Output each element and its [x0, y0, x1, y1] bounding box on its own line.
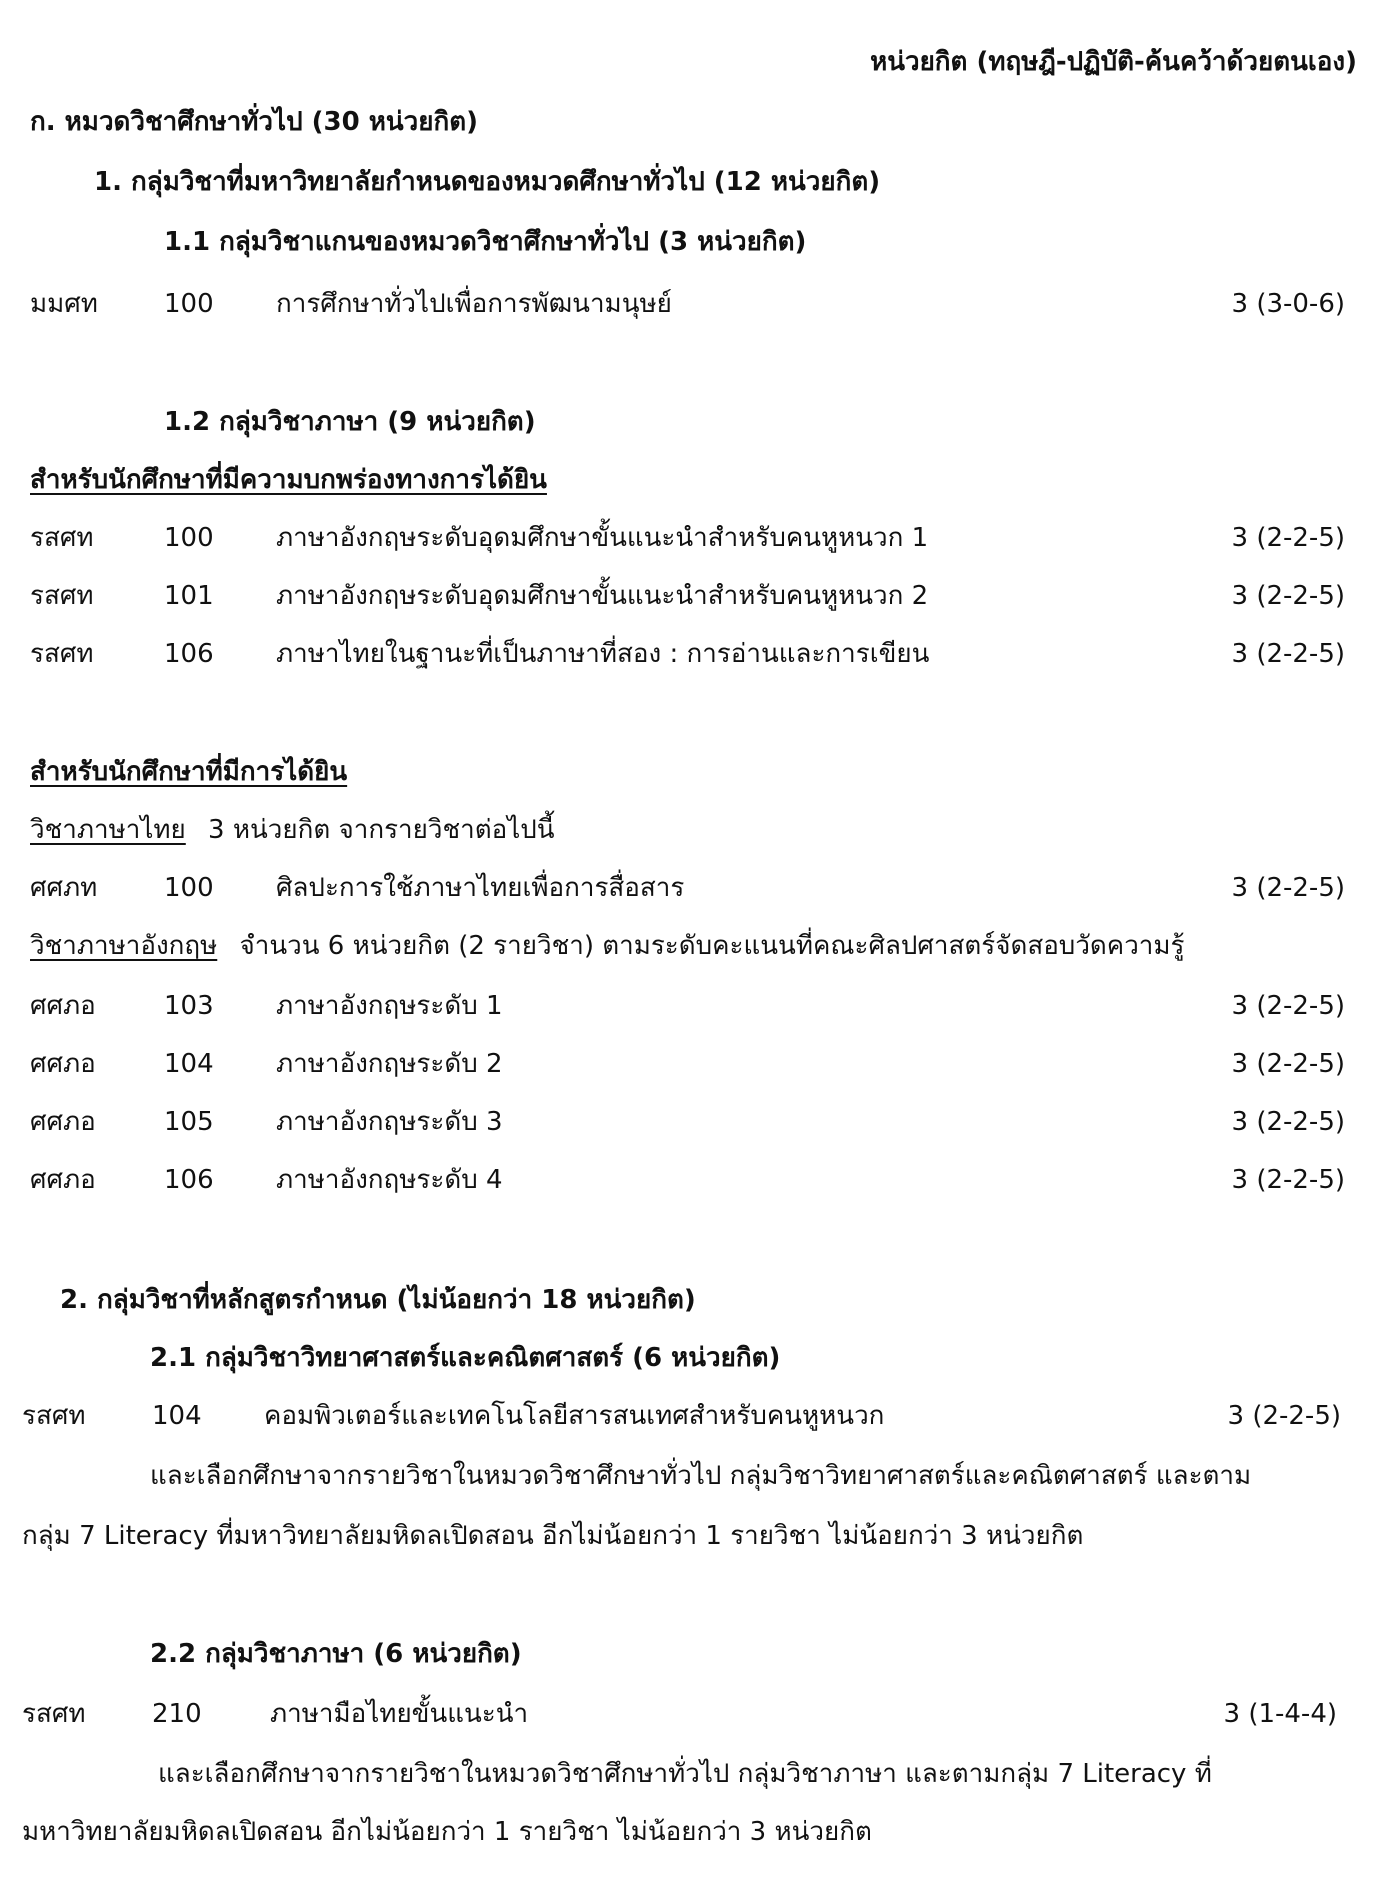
english-subject-line	[30, 928, 1185, 964]
deaf-students-heading: สำหรับนักศึกษาที่มีความบกพร่องทางการได้ยิน	[30, 465, 547, 495]
group-2-title: 2. กลุ่มวิชาที่หลักสูตรกำหนด (ไม่น้อยกว่า 18 หน่วยกิต)	[60, 1285, 696, 1315]
subgroup-2-1-title: 2.1 กลุ่มวิชาวิทยาศาสตร์และคณิตศาสตร์ (6 หน่วยกิต)	[150, 1343, 781, 1373]
course-number: 105	[164, 1107, 214, 1137]
course-code: รสศท	[30, 639, 94, 669]
course-number: 100	[164, 289, 214, 319]
course-name: ภาษาอังกฤษระดับ 3	[276, 1107, 503, 1137]
subgroup-1-1-title: 1.1 กลุ่มวิชาแกนของหมวดวิชาศึกษาทั่วไป (3 หน่วยกิต)	[164, 227, 807, 257]
course-code: ศศภท	[30, 873, 98, 903]
course-code: มมศท	[30, 289, 98, 319]
course-name: ภาษาไทยในฐานะที่เป็นภาษาที่สอง : การอ่านและการเขียน	[276, 639, 930, 669]
course-code: รสศท	[22, 1401, 86, 1431]
course-name: ศิลปะการใช้ภาษาไทยเพื่อการสื่อสาร	[276, 873, 685, 903]
course-credit: 3 (2-2-5)	[1227, 1401, 1341, 1431]
course-credit: 3 (3-0-6)	[1231, 289, 1345, 319]
thai-subject-line	[30, 812, 555, 848]
subgroup-2-1-note-line1: และเลือกศึกษาจากรายวิชาในหมวดวิชาศึกษาทั่วไป กลุ่มวิชาวิทยาศาสตร์และคณิตศาสตร์ และตาม	[150, 1461, 1252, 1491]
course-number: 100	[164, 873, 214, 903]
subgroup-2-1-note-line2: กลุ่ม 7 Literacy ที่มหาวิทยาลัยมหิดลเปิดสอน อีกไม่น้อยกว่า 1 รายวิชา ไม่น้อยกว่า 3 หน่วยกิต	[22, 1521, 1084, 1551]
course-row	[0, 286, 1383, 326]
course-number: 104	[164, 1049, 214, 1079]
course-name: ภาษาอังกฤษระดับ 1	[276, 991, 503, 1021]
course-name: การศึกษาทั่วไปเพื่อการพัฒนามนุษย์	[276, 289, 672, 319]
course-code: รสศท	[30, 523, 94, 553]
course-credit: 3 (2-2-5)	[1231, 1165, 1345, 1195]
course-row	[0, 988, 1383, 1028]
course-name: ภาษาอังกฤษระดับ 2	[276, 1049, 503, 1079]
course-credit: 3 (2-2-5)	[1231, 1107, 1345, 1137]
course-number: 104	[152, 1401, 202, 1431]
course-credit: 3 (1-4-4)	[1223, 1699, 1337, 1729]
course-row	[0, 636, 1383, 676]
course-row	[0, 1398, 1383, 1438]
course-name: ภาษาอังกฤษระดับอุดมศึกษาขั้นแนะนำสำหรับคนหูหนวก 1	[276, 523, 929, 553]
group-1-title: 1. กลุ่มวิชาที่มหาวิทยาลัยกำหนดของหมวดศึกษาทั่วไป (12 หน่วยกิต)	[94, 167, 881, 197]
course-credit: 3 (2-2-5)	[1231, 581, 1345, 611]
course-row	[0, 520, 1383, 560]
subgroup-1-2-title: 1.2 กลุ่มวิชาภาษา (9 หน่วยกิต)	[164, 407, 536, 437]
course-row	[0, 1162, 1383, 1202]
hearing-students-heading: สำหรับนักศึกษาที่มีการได้ยิน	[30, 757, 348, 787]
course-code: รสศท	[30, 581, 94, 611]
subgroup-2-2-note-line2: มหาวิทยาลัยมหิดลเปิดสอน อีกไม่น้อยกว่า 1 รายวิชา ไม่น้อยกว่า 3 หน่วยกิต	[22, 1817, 872, 1847]
course-credit: 3 (2-2-5)	[1231, 523, 1345, 553]
course-code: ศศภอ	[30, 1107, 96, 1137]
course-number: 103	[164, 991, 214, 1021]
course-name: ภาษาอังกฤษระดับ 4	[276, 1165, 503, 1195]
course-name: คอมพิวเตอร์และเทคโนโลยีสารสนเทศสำหรับคนหูหนวก	[264, 1401, 885, 1431]
course-row	[0, 1696, 1383, 1736]
thai-subject-label: วิชาภาษาไทย	[30, 815, 186, 845]
english-subject-desc: จำนวน 6 หน่วยกิต (2 รายวิชา) ตามระดับคะแนนที่คณะศิลปศาสตร์จัดสอบวัดความรู้	[239, 931, 1185, 961]
subgroup-2-2-title: 2.2 กลุ่มวิชาภาษา (6 หน่วยกิต)	[150, 1639, 522, 1669]
thai-subject-desc: 3 หน่วยกิต จากรายวิชาต่อไปนี้	[208, 815, 555, 845]
course-row	[0, 1104, 1383, 1144]
section-a-title: ก. หมวดวิชาศึกษาทั่วไป (30 หน่วยกิต)	[30, 107, 479, 137]
course-credit: 3 (2-2-5)	[1231, 873, 1345, 903]
course-number: 210	[152, 1699, 202, 1729]
course-code: ศศภอ	[30, 991, 96, 1021]
course-name: ภาษามือไทยขั้นแนะนำ	[270, 1699, 529, 1729]
english-subject-label: วิชาภาษาอังกฤษ	[30, 931, 218, 961]
course-number: 106	[164, 1165, 214, 1195]
course-code: ศศภอ	[30, 1049, 96, 1079]
subgroup-2-2-note-line1: และเลือกศึกษาจากรายวิชาในหมวดวิชาศึกษาทั่วไป กลุ่มวิชาภาษา และตามกลุ่ม 7 Literacy ที่	[158, 1759, 1212, 1789]
course-credit: 3 (2-2-5)	[1231, 991, 1345, 1021]
course-name: ภาษาอังกฤษระดับอุดมศึกษาขั้นแนะนำสำหรับคนหูหนวก 2	[276, 581, 929, 611]
course-number: 100	[164, 523, 214, 553]
course-number: 106	[164, 639, 214, 669]
course-number: 101	[164, 581, 214, 611]
course-credit: 3 (2-2-5)	[1231, 1049, 1345, 1079]
course-code: ศศภอ	[30, 1165, 96, 1195]
credit-legend: หน่วยกิต (ทฤษฎี-ปฏิบัติ-ค้นคว้าด้วยตนเอง)	[870, 47, 1357, 77]
course-credit: 3 (2-2-5)	[1231, 639, 1345, 669]
course-row	[0, 1046, 1383, 1086]
course-code: รสศท	[22, 1699, 86, 1729]
course-row	[0, 578, 1383, 618]
course-row	[0, 870, 1383, 910]
